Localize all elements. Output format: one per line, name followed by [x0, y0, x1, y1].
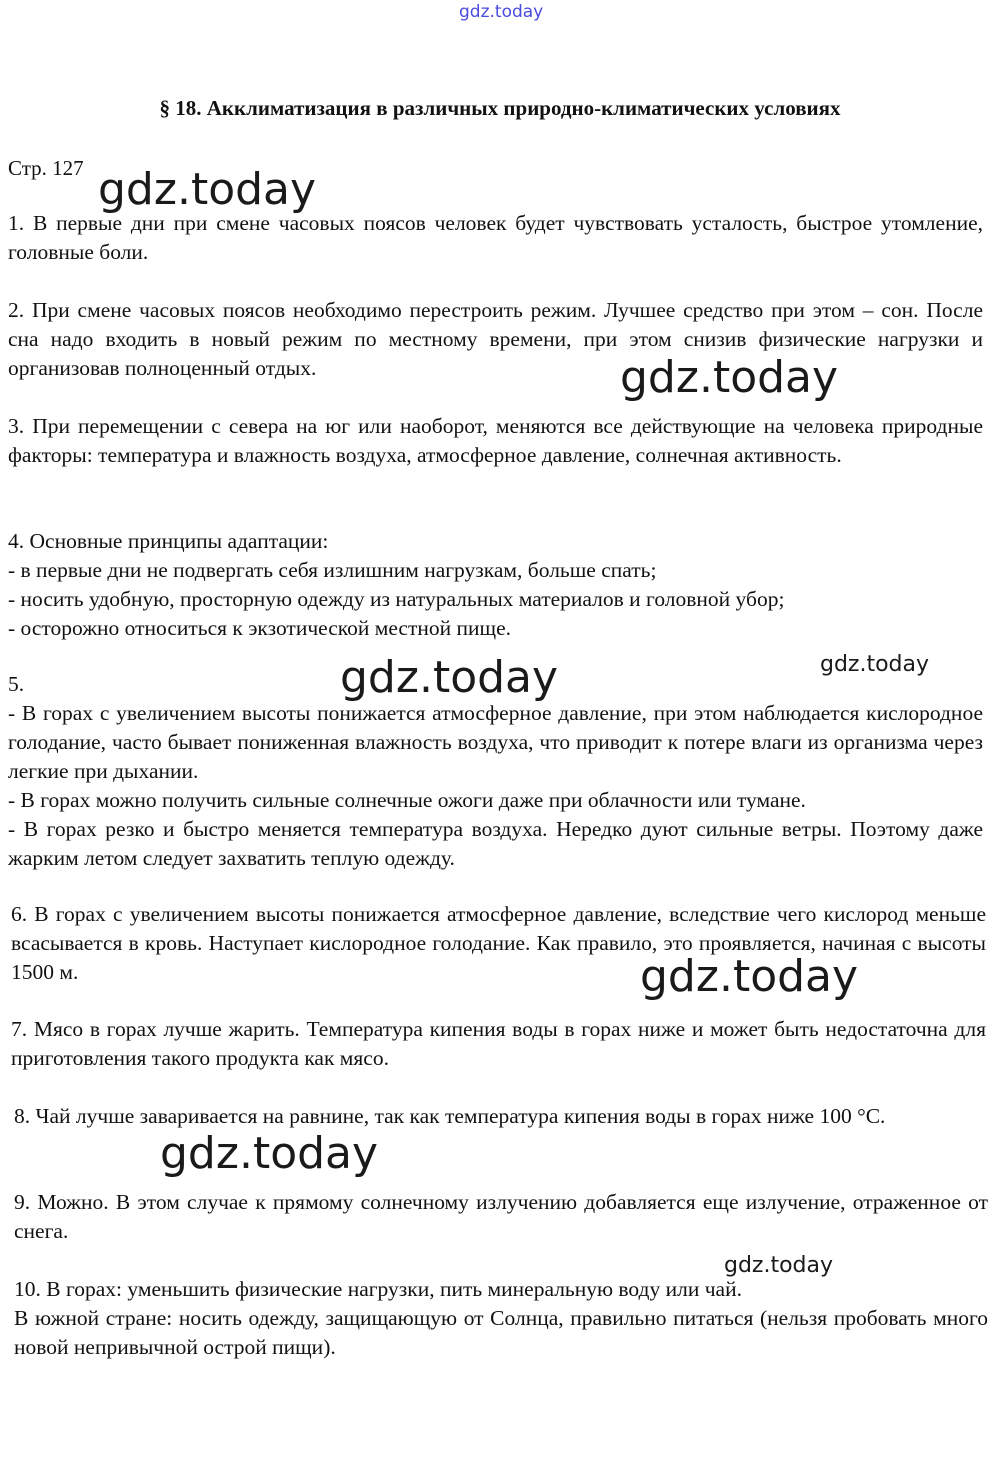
answer-7: 7. Мясо в горах лучше жарить. Температура кипения воды в горах ниже и может быть недостаточна для приготовления такого продукта как мясо.	[11, 1017, 986, 1070]
page-title: § 18. Акклиматизация в различных природно-климатических условиях	[159, 96, 841, 120]
watermark: gdz.today	[620, 352, 839, 403]
answer-4-item: - носить удобную, просторную одежду из натуральных материалов и головной убор;	[8, 587, 785, 611]
answer-4-item: - осторожно относиться к экзотической местной пище.	[8, 616, 511, 640]
answer-10-item: 10. В горах: уменьшить физические нагрузки, пить минеральную воду или чай.	[14, 1277, 742, 1301]
watermark: gdz.today	[98, 164, 317, 215]
watermark-top: gdz.today	[459, 2, 544, 22]
page-reference: Стр. 127	[8, 156, 84, 180]
answer-4-intro: 4. Основные принципы адаптации:	[8, 529, 329, 553]
watermark: gdz.today	[640, 951, 859, 1002]
answer-8: 8. Чай лучше заваривается на равнине, так как температура кипения воды в горах ниже 100 °С.	[14, 1104, 886, 1128]
watermark: gdz.today	[160, 1128, 379, 1179]
answer-6: 6. В горах с увеличением высоты понижается атмосферное давление, вследствие чего кислород меньше всасывается в кровь. Наступает кислородное голодание. Как правило, это проявляется, начиная с высоты 1500 м.	[11, 902, 986, 984]
answer-5-item: - В горах резко и быстро меняется температура воздуха. Нередко дуют сильные ветры. Поэтому даже жарким летом следует захватить теплую одежду.	[8, 817, 983, 870]
answer-4	[8, 527, 983, 643]
answer-5-item: - В горах с увеличением высоты понижается атмосферное давление, при этом наблюдается кислородное голодание, часто бывает пониженная влажность воздуха, что приводит к потере влаги из организма через легкие при дыхании.	[8, 701, 983, 783]
answer-10	[14, 1275, 988, 1362]
answer-2: 2. При смене часовых поясов необходимо перестроить режим. Лучшее средство при этом – сон. После сна надо входить в новый режим по местному времени, при этом снизив физические нагрузки и организовав полноценный отдых.	[8, 298, 983, 380]
answer-1: 1. В первые дни при смене часовых поясов человек будет чувствовать усталость, быстрое утомление, головные боли.	[8, 211, 983, 264]
answer-3: 3. При перемещении с севера на юг или наоборот, меняются все действующие на человека природные факторы: температура и влажность воздуха, атмосферное давление, солнечная активность.	[8, 414, 983, 467]
watermark: gdz.today	[724, 1253, 834, 1278]
answer-5-intro: 5.	[8, 672, 25, 696]
answer-9: 9. Можно. В этом случае к прямому солнечному излучению добавляется еще излучение, отраженное от снега.	[14, 1190, 988, 1243]
answer-4-item: - в первые дни не подвергать себя излишним нагрузкам, больше спать;	[8, 558, 657, 582]
watermark: gdz.today	[340, 652, 559, 703]
answer-5-item: - В горах можно получить сильные солнечные ожоги даже при облачности или тумане.	[8, 788, 806, 812]
answer-10-item: В южной стране: носить одежду, защищающую от Солнца, правильно питаться (нельзя пробовать много новой непривычной острой пищи).	[14, 1306, 988, 1359]
watermark: gdz.today	[820, 652, 930, 677]
